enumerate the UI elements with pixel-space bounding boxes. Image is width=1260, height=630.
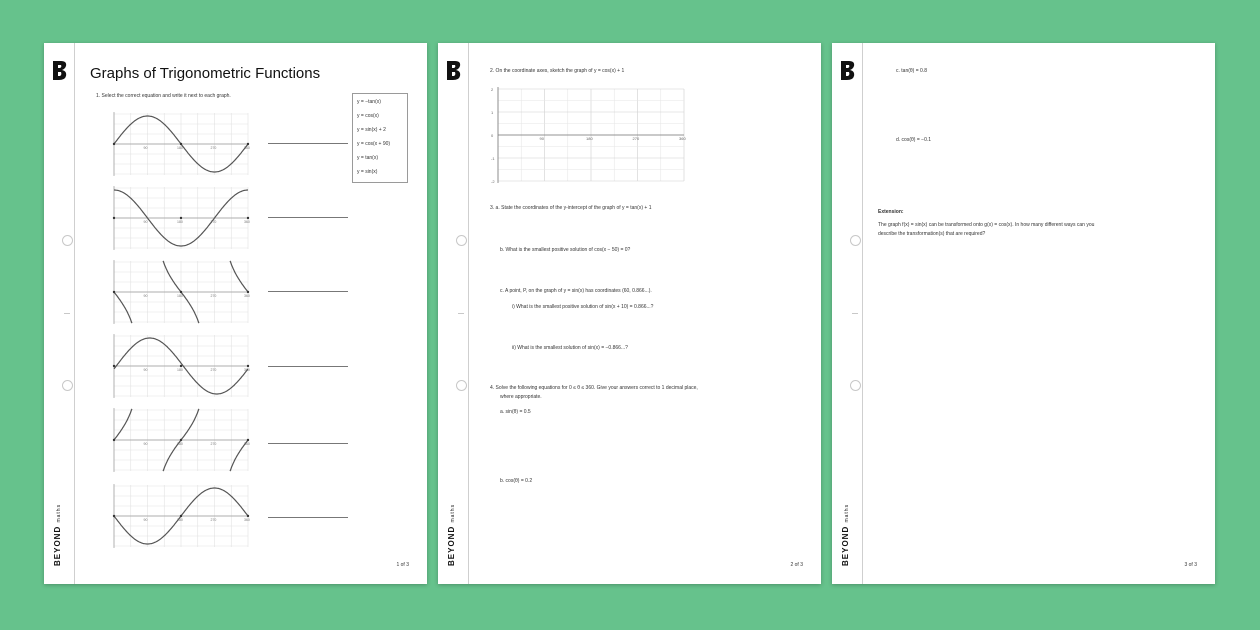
question-4a: a. sin(θ) = 0.5 bbox=[500, 409, 531, 415]
question-3b: b. What is the smallest positive solution of cos(x − 50) = 0? bbox=[500, 247, 631, 253]
question-3a: 3. a. State the coordinates of the y-intercept of the graph of y = tan(x) + 1 bbox=[490, 205, 652, 211]
extension-title: Extension: bbox=[878, 209, 904, 215]
binder-hole bbox=[850, 235, 861, 246]
tick-label: 360 bbox=[244, 368, 250, 372]
tick-label: 90 bbox=[143, 220, 148, 224]
graph-point bbox=[113, 365, 115, 367]
question-3c-ii: ii) What is the smallest solution of sin(x) = −0.866...? bbox=[512, 345, 628, 351]
question-4-cont: where appropriate. bbox=[500, 394, 542, 400]
equation-option: y = cos(x) bbox=[357, 113, 379, 119]
tick-label: 270 bbox=[210, 368, 217, 372]
x-tick-label: 270 bbox=[632, 136, 640, 141]
tick-label: 270 bbox=[210, 146, 217, 150]
binder-mark bbox=[852, 313, 858, 314]
binder-mark bbox=[64, 313, 70, 314]
tick-label: 90 bbox=[143, 368, 148, 372]
extension-text-cont: describe the transformation(s) that are required? bbox=[878, 231, 986, 237]
mini-graph-4 bbox=[108, 333, 256, 399]
beyond-logo-icon bbox=[838, 59, 858, 81]
graph-point bbox=[180, 291, 182, 293]
worksheet-page-2 bbox=[438, 43, 821, 584]
y-tick-label: -1 bbox=[491, 156, 495, 161]
tick-label: 180 bbox=[177, 294, 183, 298]
binder-hole bbox=[456, 235, 467, 246]
mini-graph-5 bbox=[108, 407, 256, 473]
question-3c-i: i) What is the smallest positive solution of sin(x + 10) = 0.866...? bbox=[512, 304, 654, 310]
answer-line[interactable] bbox=[268, 366, 348, 367]
x-tick-label: 180 bbox=[586, 136, 593, 141]
page-number: 3 of 3 bbox=[1184, 562, 1197, 568]
tick-label: 270 bbox=[210, 442, 217, 446]
graph-point bbox=[113, 439, 115, 441]
graph-point bbox=[113, 515, 115, 517]
question-4c: c. tan(θ) = 0.8 bbox=[896, 68, 927, 74]
tick-label: 360 bbox=[244, 442, 250, 446]
beyond-logo-icon bbox=[50, 59, 70, 81]
tick-label: 270 bbox=[210, 518, 217, 522]
brand-vertical: BEYOND maths bbox=[447, 503, 456, 566]
mini-graph-6 bbox=[108, 483, 256, 549]
mini-graph-2 bbox=[108, 185, 256, 251]
tick-label: 90 bbox=[143, 518, 148, 522]
graph-point bbox=[247, 365, 249, 367]
tick-label: 180 bbox=[177, 518, 183, 522]
tick-label: 360 bbox=[244, 146, 250, 150]
binder-mark bbox=[458, 313, 464, 314]
graph-point bbox=[180, 217, 182, 219]
brand-vertical: BEYOND maths bbox=[53, 503, 62, 566]
answer-line[interactable] bbox=[268, 291, 348, 292]
answer-line[interactable] bbox=[268, 443, 348, 444]
tick-label: 90 bbox=[143, 294, 148, 298]
y-tick-label: -2 bbox=[491, 179, 495, 184]
tick-label: 360 bbox=[244, 294, 250, 298]
graph-curve bbox=[114, 409, 132, 440]
graph-curve bbox=[230, 261, 248, 292]
tick-label: 270 bbox=[210, 294, 217, 298]
tick-label: 90 bbox=[143, 442, 148, 446]
graph-point bbox=[247, 217, 249, 219]
x-tick-label: 360 bbox=[679, 136, 686, 141]
graph-point bbox=[113, 217, 115, 219]
graph-point bbox=[247, 439, 249, 441]
equation-option: y = −tan(x) bbox=[357, 99, 381, 105]
answer-line[interactable] bbox=[268, 517, 348, 518]
answer-line[interactable] bbox=[268, 217, 348, 218]
graph-curve bbox=[114, 292, 132, 323]
page-title: Graphs of Trigonometric Functions bbox=[90, 65, 321, 82]
equation-option: y = sin(x) bbox=[357, 169, 378, 175]
answer-line[interactable] bbox=[268, 143, 348, 144]
question-1: 1. Select the correct equation and write it next to each graph. bbox=[96, 93, 231, 99]
extension-text: The graph f(x) = sin(x) can be transformed onto g(x) = cos(x). In how many different ways can you bbox=[878, 222, 1095, 228]
graph-point bbox=[180, 439, 182, 441]
tick-label: 90 bbox=[143, 146, 148, 150]
graph-point bbox=[180, 515, 182, 517]
binder-hole bbox=[62, 380, 73, 391]
question-4b: b. cos(θ) = 0.2 bbox=[500, 478, 533, 484]
tick-label: 270 bbox=[210, 220, 217, 224]
page-margin bbox=[832, 43, 863, 584]
beyond-logo-icon bbox=[444, 59, 464, 81]
question-4: 4. Solve the following equations for 0 ≤ θ ≤ 360. Give your answers correct to 1 decimal place, bbox=[490, 385, 698, 391]
graph-point bbox=[247, 291, 249, 293]
mini-graph-1 bbox=[108, 111, 256, 177]
tick-label: 180 bbox=[177, 368, 183, 372]
graph-point bbox=[247, 143, 249, 145]
y-tick-label: 1 bbox=[491, 110, 494, 115]
mini-graph-3 bbox=[108, 259, 256, 325]
brand-vertical: BEYOND maths bbox=[841, 503, 850, 566]
question-2: 2. On the coordinate axes, sketch the graph of y = cos(x) + 1 bbox=[490, 68, 625, 74]
equation-options-box bbox=[352, 93, 408, 183]
y-tick-label: 0 bbox=[491, 133, 494, 138]
graph-point bbox=[180, 365, 182, 367]
graph-point bbox=[180, 143, 182, 145]
y-tick-label: 2 bbox=[491, 87, 494, 92]
binder-hole bbox=[62, 235, 73, 246]
page-margin bbox=[44, 43, 75, 584]
page-number: 2 of 3 bbox=[790, 562, 803, 568]
equation-option: y = cos(x + 90) bbox=[357, 141, 391, 147]
equation-option: y = sin(x) + 2 bbox=[357, 127, 386, 133]
worksheet-page-3 bbox=[832, 43, 1215, 584]
tick-label: 360 bbox=[244, 518, 250, 522]
graph-point bbox=[113, 143, 115, 145]
page-number: 1 of 3 bbox=[396, 562, 409, 568]
tick-label: 180 bbox=[177, 220, 183, 224]
binder-hole bbox=[850, 380, 861, 391]
worksheet-page-1 bbox=[44, 43, 427, 584]
coordinate-axes[interactable] bbox=[488, 85, 688, 185]
tick-label: 180 bbox=[177, 442, 183, 446]
tick-label: 360 bbox=[244, 220, 250, 224]
graph-point bbox=[247, 515, 249, 517]
equation-option: y = tan(x) bbox=[357, 155, 378, 161]
binder-hole bbox=[456, 380, 467, 391]
tick-label: 180 bbox=[177, 146, 183, 150]
x-tick-label: 90 bbox=[539, 136, 544, 141]
question-4d: d. cos(θ) = −0.1 bbox=[896, 137, 932, 143]
question-3c: c. A point, P, on the graph of y = sin(x) has coordinates (60, 0.866...). bbox=[500, 288, 652, 294]
page-margin bbox=[438, 43, 469, 584]
graph-point bbox=[113, 291, 115, 293]
